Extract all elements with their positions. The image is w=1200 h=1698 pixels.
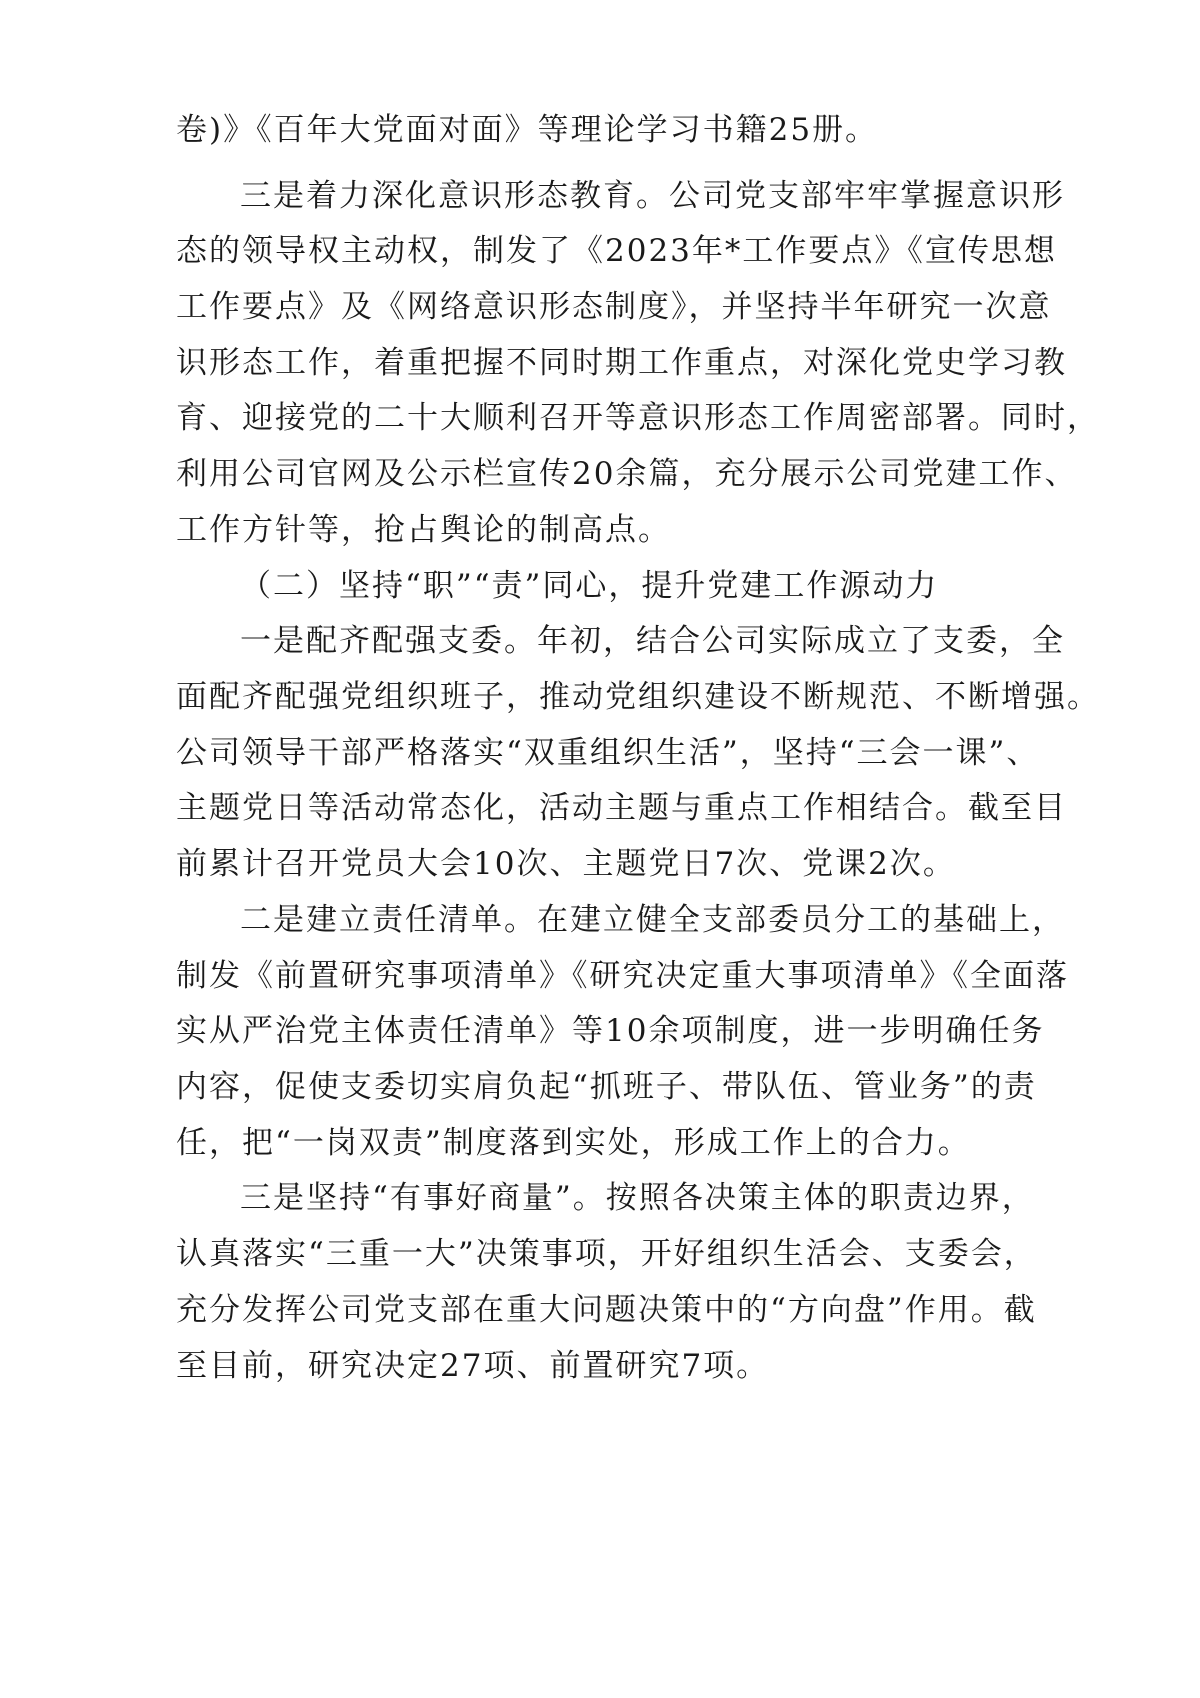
text-line: 态的领导权主动权，制发了《2023年*工作要点》《宣传思想 bbox=[176, 233, 1057, 269]
text-line: 任，把“一岗双责”制度落到实处，形成工作上的合力。 bbox=[176, 1125, 971, 1161]
text-line: 至目前，研究决定27项、前置研究7项。 bbox=[176, 1348, 770, 1384]
text-line: 公司领导干部严格落实“双重组织生活”，坚持“三会一课”、 bbox=[176, 735, 1040, 771]
text-line: 制发《前置研究事项清单》《研究决定重大事项清单》《全面落 bbox=[176, 958, 1069, 994]
text-line: 工作要点》及《网络意识形态制度》，并坚持半年研究一次意 bbox=[176, 289, 1052, 325]
section-heading: （二）坚持“职”“责”同心，提升党建工作源动力 bbox=[240, 568, 939, 604]
paragraph-start: 一是配齐配强支委。年初，结合公司实际成立了支委，全 bbox=[240, 623, 1065, 659]
paragraph-start: 二是建立责任清单。在建立健全支部委员分工的基础上， bbox=[240, 902, 1065, 938]
text-line: 识形态工作，着重把握不同时期工作重点，对深化党史学习教 bbox=[176, 345, 1067, 381]
text-line: 利用公司官网及公示栏宣传20余篇，充分展示公司党建工作、 bbox=[176, 456, 1078, 492]
text-line: 主题党日等活动常态化，活动主题与重点工作相结合。截至目 bbox=[176, 790, 1067, 826]
text-line: 育、迎接党的二十大顺利召开等意识形态工作周密部署。同时， bbox=[176, 400, 1100, 436]
text-line: 实从严治党主体责任清单》等10余项制度，进一步明确任务 bbox=[176, 1013, 1045, 1049]
text-line: 认真落实“三重一大”决策事项，开好组织生活会、支委会， bbox=[176, 1236, 1037, 1272]
text-line: 内容，促使支委切实肩负起“抓班子、带队伍、管业务”的责 bbox=[176, 1069, 1037, 1105]
text-line: 卷)》《百年大党面对面》等理论学习书籍25册。 bbox=[176, 112, 879, 148]
text-line: 工作方针等，抢占舆论的制高点。 bbox=[176, 512, 671, 548]
paragraph-start: 三是坚持“有事好商量”。按照各决策主体的职责边界， bbox=[240, 1180, 1035, 1216]
text-line: 面配齐配强党组织班子，推动党组织建设不断规范、不断增强。 bbox=[176, 679, 1100, 715]
paragraph-start: 三是着力深化意识形态教育。公司党支部牢牢掌握意识形 bbox=[240, 178, 1065, 214]
text-line: 充分发挥公司党支部在重大问题决策中的“方向盘”作用。截 bbox=[176, 1292, 1037, 1328]
text-line: 前累计召开党员大会10次、主题党日7次、党课2次。 bbox=[176, 846, 956, 882]
